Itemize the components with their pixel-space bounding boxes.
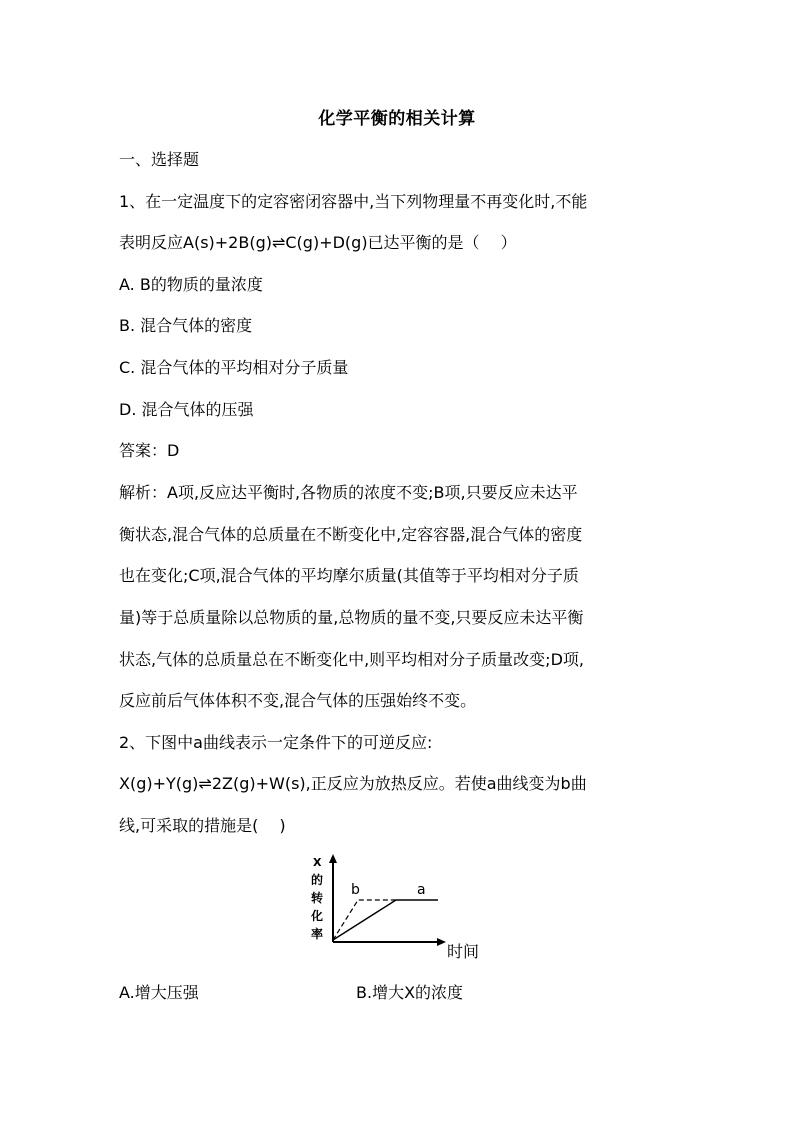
q1-analysis-line1: 解析：A项,反应达平衡时,各物质的浓度不变;B项,只要反应未达平 [119, 483, 578, 502]
q1-stem-line1: 1、在一定温度下的定容密闭容器中,当下列物理量不再变化时,不能 [119, 192, 588, 211]
q2-stem-line2: X(g)+Y(g)⇌2Z(g)+W(s),正反应为放热反应。若使a曲线变为b曲 [119, 774, 587, 793]
q2-option-b: B.增大X的浓度 [356, 983, 464, 1002]
y-label-char-3: 转 [311, 891, 324, 905]
x-axis-arrow [437, 938, 446, 946]
q1-option-c: C. 混合气体的平均相对分子质量 [119, 358, 349, 377]
section-heading: 一、选择题 [119, 150, 200, 169]
q1-analysis-line2: 衡状态,混合气体的总质量在不断变化中,定容容器,混合气体的密度 [119, 525, 583, 544]
q1-analysis-line3: 也在变化;C项,混合气体的平均摩尔质量(其值等于平均相对分子质 [119, 566, 579, 585]
y-label-char-4: 化 [311, 909, 324, 923]
conversion-time-figure [300, 850, 490, 965]
q1-option-a: A. B的物质的量浓度 [119, 275, 263, 294]
q1-answer: 答案：D [119, 441, 180, 460]
q1-option-b: B. 混合气体的密度 [119, 316, 253, 335]
q1-option-d: D. 混合气体的压强 [119, 400, 254, 419]
y-label-char-5: 率 [311, 927, 324, 941]
x-axis-label: 时间 [447, 942, 480, 961]
q2-stem-line1: 2、下图中a曲线表示一定条件下的可逆反应: [119, 733, 433, 752]
q2-option-a: A.增大压强 [119, 983, 199, 1002]
q2-stem-line3: 线,可采取的措施是( ) [119, 816, 286, 835]
y-label-char-2: 的 [311, 873, 324, 887]
curve-a-label: a [417, 882, 426, 898]
q1-analysis-line6: 反应前后气体体积不变,混合气体的压强始终不变。 [119, 691, 477, 710]
curve-a [333, 900, 438, 940]
q1-stem-line2: 表明反应A(s)+2B(g)⇌C(g)+D(g)已达平衡的是（ ） [119, 233, 517, 252]
curve-b-label: b [351, 882, 360, 898]
page-title: 化学平衡的相关计算 [318, 109, 476, 129]
y-axis-arrow [329, 854, 337, 863]
y-label-char-1: X [313, 856, 322, 869]
q1-analysis-line4: 量)等于总质量除以总物质的量,总物质的量不变,只要反应未达平衡 [119, 608, 584, 627]
q1-analysis-line5: 状态,气体的总质量总在不断变化中,则平均相对分子质量改变;D项, [119, 650, 584, 669]
